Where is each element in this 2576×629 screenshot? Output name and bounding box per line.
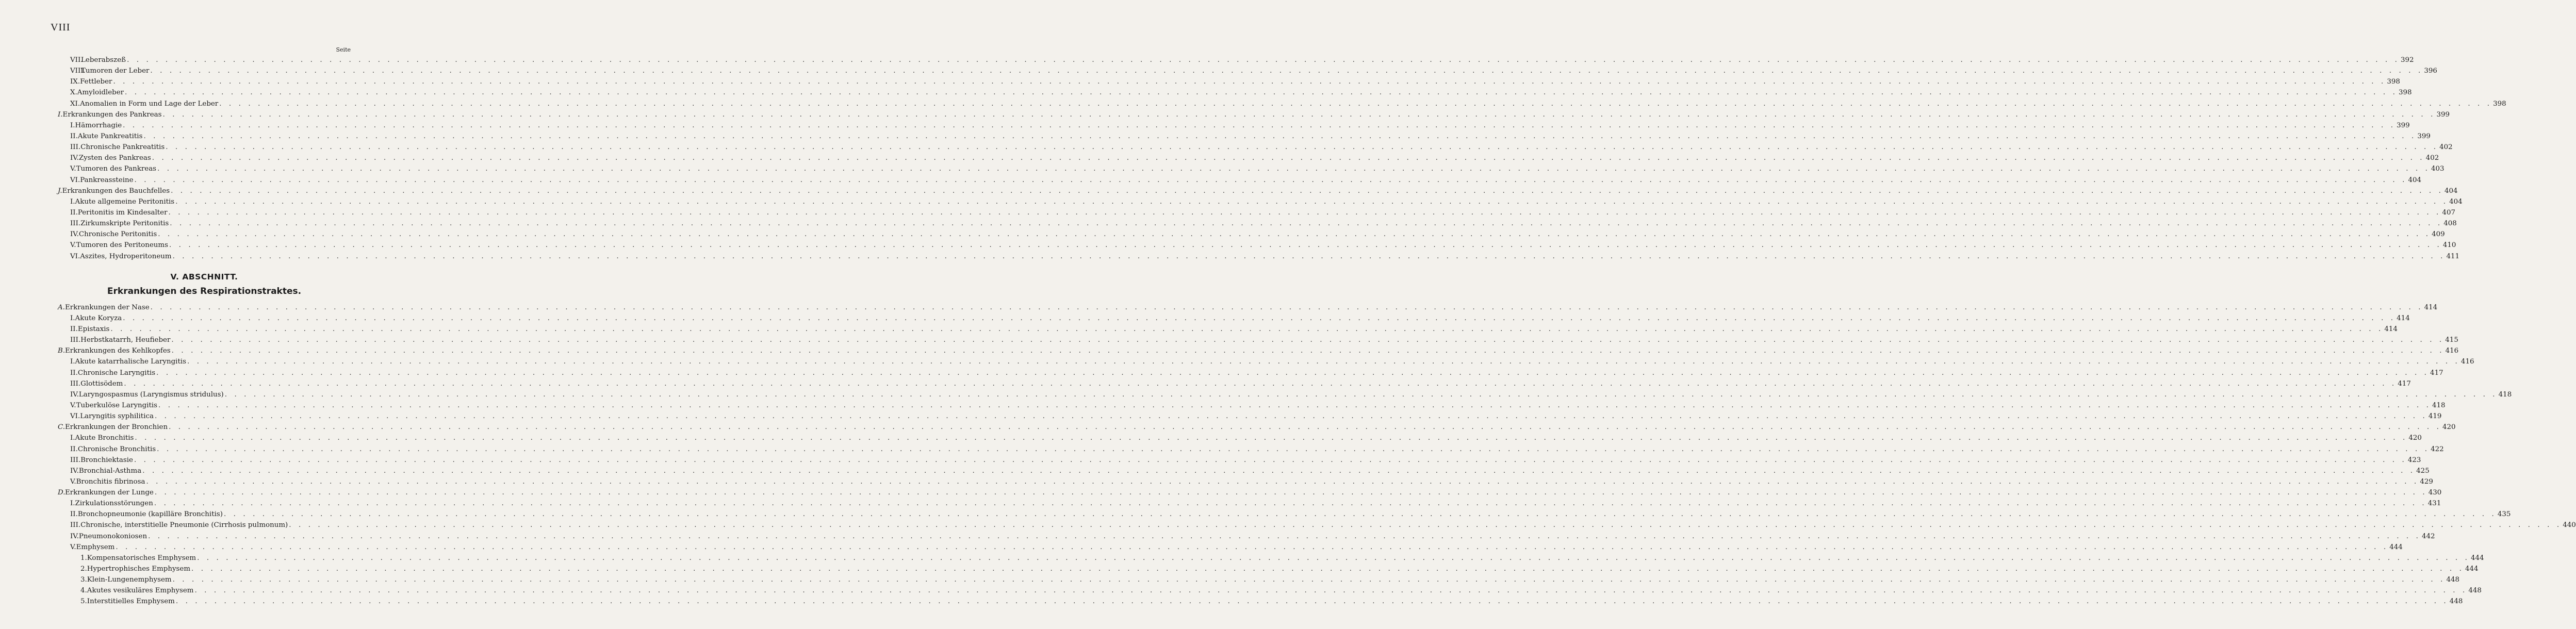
dot-leader: [125, 87, 2398, 98]
toc-entry-row: [58, 368, 2443, 378]
toc-entry-number: III.: [70, 456, 81, 464]
toc-entry-page: 423: [2407, 456, 2421, 464]
toc-entry-row: [58, 433, 2422, 443]
toc-entry-number: IV.: [70, 467, 79, 475]
toc-entry-row: [58, 564, 2479, 574]
dot-leader: [173, 574, 2446, 585]
toc-entry-page: 410: [2442, 241, 2456, 250]
toc-entry-row: [58, 335, 2458, 345]
toc-entry-page: 448: [2468, 587, 2482, 595]
toc-entry-page: 444: [2471, 554, 2484, 562]
toc-entry-row: [58, 596, 2463, 607]
toc-entry-page: 417: [2398, 379, 2411, 388]
toc-entry-row: [58, 240, 2456, 251]
toc-entry-page: 407: [2442, 208, 2455, 217]
toc-entry-number: I.: [70, 314, 75, 322]
dot-leader: [150, 65, 2423, 76]
toc-entry-number: I.: [70, 500, 75, 508]
toc-entry-number: J.: [58, 187, 62, 195]
toc-entry-row: [58, 444, 2444, 455]
dot-leader: [135, 175, 2407, 186]
toc-entry-page: 416: [2445, 347, 2459, 355]
toc-entry-page: 442: [2422, 532, 2435, 540]
toc-entry-number: V.: [70, 165, 76, 173]
dot-leader: [148, 531, 2421, 542]
toc-entry-row: [58, 229, 2445, 240]
toc-entry-page: 398: [2398, 89, 2412, 97]
toc-entry-title: Laryngitis syphilitica: [80, 412, 154, 421]
toc-entry-row: [58, 207, 2455, 218]
toc-entry-number: V.: [70, 241, 76, 250]
dot-leader: [170, 218, 2442, 229]
toc-entry-number: III.: [70, 336, 81, 344]
toc-entry-row: [58, 498, 2441, 509]
toc-entry-title: Leberabszeß: [81, 56, 126, 64]
toc-entry-row: [58, 531, 2435, 542]
toc-group-respiratory: [58, 302, 2576, 607]
toc-entry-number: IV.: [70, 390, 79, 399]
toc-entry-page: 420: [2408, 434, 2422, 442]
toc-entry-page: 399: [2436, 110, 2450, 119]
dot-leader: [124, 378, 2397, 389]
toc-entry-row: [58, 466, 2430, 476]
toc-entry-number: VI.: [70, 412, 80, 421]
toc-entry-page: 402: [2439, 143, 2453, 152]
toc-entry-title: Pankreassteine: [80, 176, 134, 184]
toc-entry-title: Herbstkatarrh, Heufieber: [80, 336, 171, 344]
dot-leader: [194, 585, 2467, 596]
toc-entry-title: Tumoren des Pankreas: [76, 165, 157, 173]
toc-entry-title: Tumoren des Peritoneums: [76, 241, 168, 250]
dot-leader: [173, 251, 2446, 262]
toc-chapter-row: [58, 422, 2456, 433]
toc-entry-row: [58, 542, 2403, 553]
dot-leader: [171, 335, 2444, 345]
toc-entry-title: Chronische, interstitielle Pneumonie (Cirrhosis pulmonum): [80, 521, 288, 529]
toc-entry-title: Akute allgemeine Peritonitis: [75, 197, 175, 206]
toc-entry-number: C.: [58, 423, 65, 432]
dot-leader: [155, 411, 2427, 422]
dot-leader: [113, 76, 2386, 87]
toc-entry-number: D.: [58, 489, 65, 497]
toc-entry-page: 408: [2443, 220, 2457, 228]
dot-leader: [158, 229, 2431, 240]
toc-entry-title: Akute Bronchitis: [75, 434, 134, 442]
toc-chapter-row: [58, 487, 2442, 498]
toc-entry-number: IV.: [70, 154, 79, 162]
toc-entry-number: XI.: [70, 100, 80, 108]
toc-entry-number: 3.: [80, 576, 87, 584]
toc-entry-number: II.: [70, 208, 78, 217]
toc-entry-title: Erkrankungen des Pankreas: [62, 110, 162, 119]
toc-entry-row: [58, 356, 2474, 367]
toc-entry-title: Chronische Bronchitis: [77, 445, 156, 453]
toc-entry-page: 404: [2449, 197, 2463, 206]
toc-entry-number: 5.: [80, 598, 87, 606]
dot-leader: [172, 345, 2444, 356]
toc-entry-row: [58, 196, 2463, 207]
toc-entry-title: Erkrankungen der Bronchien: [65, 423, 168, 432]
toc-entry-title: Hämorrhagie: [75, 121, 122, 129]
dot-leader: [158, 400, 2431, 411]
toc-entry-page: 418: [2498, 390, 2512, 399]
dot-leader: [175, 196, 2448, 207]
toc-entry-row: [58, 553, 2484, 564]
toc-entry-title: Akutes vesikuläres Emphysem: [87, 587, 194, 595]
toc-entry-row: [58, 55, 2414, 65]
table-of-contents: [58, 45, 2576, 607]
toc-entry-title: Anomalien in Form und Lage der Leber: [80, 100, 219, 108]
toc-entry-number: V.: [70, 543, 76, 551]
toc-chapter-row: [58, 186, 2458, 196]
toc-entry-page: 435: [2497, 510, 2511, 519]
toc-entry-number: V.: [70, 401, 76, 409]
dot-leader: [123, 120, 2395, 131]
toc-entry-row: [58, 400, 2446, 411]
toc-entry-row: [58, 585, 2482, 596]
toc-entry-title: Tuberkulöse Laryngitis: [76, 401, 158, 409]
toc-entry-title: Akute Koryza: [75, 314, 122, 322]
dot-leader: [289, 520, 2562, 531]
toc-entry-title: Pneumonokoniosen: [78, 532, 147, 540]
toc-entry-title: Akute katarrhalische Laryngitis: [75, 358, 186, 366]
toc-entry-page: 396: [2424, 67, 2437, 75]
dot-leader: [116, 542, 2388, 553]
dot-leader: [146, 476, 2419, 487]
page-number-roman: VIII: [51, 22, 71, 33]
dot-leader: [134, 455, 2407, 466]
toc-entry-page: 404: [2444, 187, 2458, 195]
toc-entry-page: 440: [2563, 521, 2576, 529]
toc-entry-title: Glottisödem: [80, 379, 123, 388]
toc-entry-page: 409: [2432, 230, 2445, 239]
toc-entry-title: Erkrankungen der Nase: [64, 303, 150, 311]
toc-entry-number: 1.: [80, 554, 87, 562]
dot-leader: [123, 313, 2395, 324]
toc-entry-title: Erkrankungen des Kehlkopfes: [65, 347, 171, 355]
toc-entry-number: B.: [58, 347, 65, 355]
dot-leader: [176, 596, 2449, 607]
dot-leader: [197, 553, 2470, 564]
dot-leader: [187, 356, 2460, 367]
toc-entry-page: 414: [2424, 303, 2438, 311]
toc-entry-number: II.: [70, 369, 78, 377]
dot-leader: [135, 433, 2407, 443]
toc-entry-page: 418: [2432, 401, 2446, 409]
toc-entry-title: Zysten des Pankreas: [78, 154, 151, 162]
toc-entry-row: [58, 87, 2412, 98]
toc-entry-page: 416: [2460, 358, 2474, 366]
dot-leader: [171, 186, 2443, 196]
toc-entry-number: IX.: [70, 78, 80, 86]
toc-entry-title: Bronchial-Asthma: [78, 467, 142, 475]
toc-entry-page: 398: [2493, 100, 2506, 108]
dot-leader: [156, 368, 2429, 378]
dot-leader: [110, 324, 2383, 335]
toc-entry-page: 415: [2445, 336, 2458, 344]
toc-entry-page: 429: [2420, 477, 2433, 486]
toc-entry-page: 431: [2427, 500, 2441, 508]
dot-leader: [191, 564, 2464, 574]
toc-entry-row: [58, 142, 2453, 153]
toc-entry-page: 448: [2449, 598, 2463, 606]
toc-chapter-row: [58, 345, 2459, 356]
toc-entry-title: Aszites, Hydroperitoneum: [80, 252, 172, 260]
toc-entry-title: Amyloidleber: [77, 89, 124, 97]
dot-leader: [154, 498, 2427, 509]
dot-leader: [157, 163, 2430, 174]
toc-entry-row: [58, 324, 2398, 335]
dot-leader: [142, 466, 2415, 476]
dot-leader: [127, 55, 2400, 65]
toc-entry-title: Kompensatorisches Emphysem: [87, 554, 196, 562]
toc-entry-title: Emphysem: [76, 543, 115, 551]
dot-leader: [169, 207, 2441, 218]
toc-entry-row: [58, 120, 2410, 131]
toc-entry-title: Erkrankungen der Lunge: [65, 489, 154, 497]
toc-entry-number: V.: [70, 477, 76, 486]
toc-entry-number: 2.: [80, 565, 87, 573]
toc-entry-title: Zirkulationsstörungen: [75, 500, 153, 508]
toc-entry-page: 399: [2397, 121, 2410, 129]
toc-entry-row: [58, 175, 2422, 186]
toc-entry-title: Bronchiektasie: [80, 456, 133, 464]
toc-entry-row: [58, 163, 2444, 174]
toc-entry-row: [58, 389, 2512, 400]
toc-entry-title: Interstitielles Emphysem: [87, 598, 175, 606]
toc-entry-number: VIII.: [70, 67, 86, 75]
toc-entry-page: 425: [2416, 467, 2430, 475]
section-heading: V. ABSCHNITT.: [170, 272, 238, 282]
toc-entry-number: III.: [70, 521, 81, 529]
toc-entry-title: Peritonitis im Kindesalter: [77, 208, 168, 217]
toc-entry-row: [58, 476, 2433, 487]
toc-entry-row: [58, 411, 2442, 422]
toc-entry-page: 398: [2387, 78, 2400, 86]
toc-entry-number: I.: [58, 110, 63, 119]
toc-entry-number: II.: [70, 510, 78, 519]
toc-entry-row: [58, 251, 2460, 262]
toc-entry-number: I.: [70, 121, 75, 129]
toc-entry-number: III.: [70, 220, 81, 228]
toc-entry-title: Chronische Pankreatitis: [80, 143, 165, 152]
toc-entry-row: [58, 455, 2421, 466]
toc-entry-page: 430: [2428, 489, 2442, 497]
toc-entry-number: I.: [70, 358, 75, 366]
toc-entry-title: Bronchitis fibrinosa: [76, 477, 145, 486]
toc-entry-page: 399: [2417, 132, 2431, 140]
toc-entry-title: Epistaxis: [77, 325, 110, 333]
toc-entry-number: III.: [70, 143, 81, 152]
toc-entry-row: [58, 313, 2410, 324]
toc-entry-row: [58, 520, 2576, 531]
toc-entry-page: 402: [2425, 154, 2439, 162]
toc-entry-page: 444: [2389, 543, 2403, 551]
dot-leader: [155, 487, 2427, 498]
toc-entry-number: II.: [70, 325, 78, 333]
toc-entry-row: [58, 98, 2506, 109]
toc-entry-number: I.: [70, 197, 75, 206]
toc-entry-page: 448: [2446, 576, 2460, 584]
toc-entry-number: IV.: [70, 230, 79, 239]
dot-leader: [157, 444, 2430, 455]
toc-entry-row: [58, 153, 2439, 163]
dot-leader: [152, 153, 2425, 163]
toc-entry-number: 4.: [80, 587, 87, 595]
toc-entry-row: [58, 509, 2511, 520]
toc-group-digestive: [58, 55, 2506, 262]
toc-entry-page: 422: [2431, 445, 2444, 453]
toc-entry-title: Fettleber: [80, 78, 112, 86]
toc-entry-number: II.: [70, 445, 78, 453]
toc-chapter-row: [58, 109, 2450, 120]
dot-leader: [169, 240, 2442, 251]
toc-entry-number: VI.: [70, 252, 80, 260]
toc-entry-row: [58, 574, 2460, 585]
toc-entry-number: IV.: [70, 532, 79, 540]
toc-entry-number: III.: [70, 379, 81, 388]
toc-entry-title: Klein-Lungenemphysem: [87, 576, 172, 584]
toc-entry-title: Hypertrophisches Emphysem: [87, 565, 191, 573]
toc-entry-page: 403: [2431, 165, 2444, 173]
dot-leader: [224, 509, 2497, 520]
toc-entry-number: II.: [70, 132, 78, 140]
toc-entry-title: Tumoren der Leber: [81, 67, 150, 75]
page-column-header: Seite: [336, 46, 351, 53]
toc-entry-row: [58, 378, 2411, 389]
toc-entry-page: 411: [2446, 252, 2460, 260]
toc-entry-title: Akute Pankreatitis: [77, 132, 143, 140]
dot-leader: [143, 131, 2416, 142]
toc-entry-page: 414: [2397, 314, 2410, 322]
toc-entry-row: [58, 131, 2431, 142]
toc-entry-page: 392: [2401, 56, 2414, 64]
toc-entry-number: I.: [70, 434, 75, 442]
toc-entry-title: Chronische Peritonitis: [78, 230, 157, 239]
toc-entry-number: A.: [58, 303, 65, 311]
toc-entry-row: [58, 218, 2457, 229]
toc-entry-title: Laryngospasmus (Laryngismus stridulus): [78, 390, 224, 399]
toc-entry-title: Bronchopneumonie (kapilläre Bronchitis): [77, 510, 223, 519]
dot-leader: [225, 389, 2498, 400]
dot-leader: [169, 422, 2441, 433]
toc-entry-page: 417: [2430, 369, 2443, 377]
dot-leader: [219, 98, 2492, 109]
toc-entry-title: Chronische Laryngitis: [77, 369, 156, 377]
dot-leader: [166, 142, 2438, 153]
toc-entry-title: Erkrankungen des Bauchfelles: [62, 187, 170, 195]
toc-entry-page: 414: [2384, 325, 2398, 333]
toc-entry-title: Zirkumskripte Peritonitis: [80, 220, 169, 228]
toc-entry-page: 404: [2408, 176, 2422, 184]
dot-leader: [163, 109, 2436, 120]
toc-entry-page: 420: [2442, 423, 2456, 432]
section-title: Erkrankungen des Respirationstraktes.: [107, 286, 302, 296]
toc-entry-number: VI.: [70, 176, 80, 184]
toc-entry-page: 444: [2465, 565, 2479, 573]
toc-entry-number: X.: [70, 89, 77, 97]
toc-entry-row: [58, 76, 2400, 87]
toc-chapter-row: [58, 302, 2438, 313]
toc-entry-page: 419: [2428, 412, 2442, 421]
dot-leader: [151, 302, 2423, 313]
toc-entry-row: [58, 65, 2437, 76]
toc-entry-number: VII.: [70, 56, 83, 64]
